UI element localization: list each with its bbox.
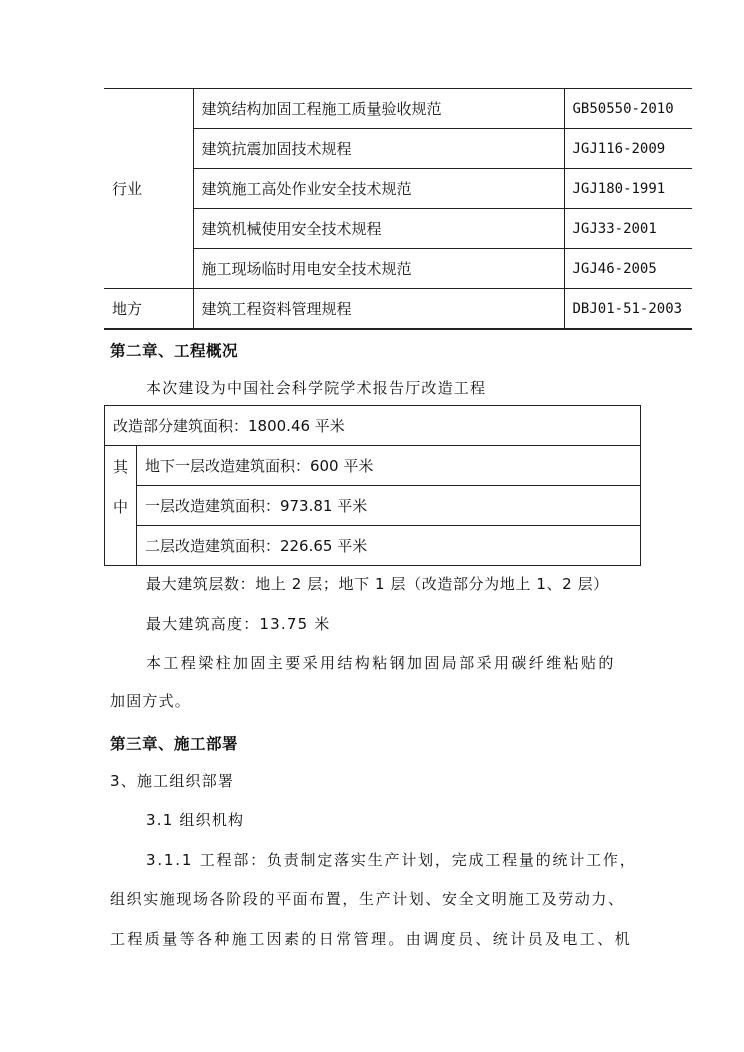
standard-name: 建筑施工高处作业安全技术规范 (193, 169, 564, 209)
chapter3-title: 第三章、施工部署 (110, 735, 239, 753)
paragraph-line-2: 组织实施现场各阶段的平面布置，生产计划、安全文明施工及劳动力、 (110, 890, 625, 908)
subsection-heading: 3.1 组织机构 (146, 811, 245, 829)
standard-name: 施工现场临时用电安全技术规范 (193, 249, 564, 289)
total-area: 改造部分建筑面积：1800.46 平米 (105, 406, 641, 446)
table-row (104, 289, 692, 330)
standard-name: 建筑机械使用安全技术规程 (193, 209, 564, 249)
table-row (104, 209, 692, 249)
table-row (105, 486, 641, 526)
chapter2-title: 第二章、工程概况 (110, 342, 239, 360)
table-row (104, 169, 692, 209)
standard-name: 建筑抗震加固技术规程 (193, 129, 564, 169)
table-row (104, 129, 692, 169)
zhong-char: 中 (112, 497, 128, 516)
category-cell: 行业 (104, 89, 193, 289)
standard-code: DBJ01-51-2003 (564, 289, 692, 330)
table-row (105, 406, 641, 446)
max-floors: 最大建筑层数：地上 2 层；地下 1 层（改造部分为地上 1、2 层） (146, 575, 609, 593)
area-row: 二层改造建筑面积：226.65 平米 (136, 526, 640, 566)
table-row (104, 89, 692, 129)
standards-table (104, 88, 692, 330)
table-row (104, 249, 692, 289)
area-table (104, 405, 641, 566)
paragraph-line-1: 3.1.1 工程部：负责制定落实生产计划，完成工程量的统计工作， (146, 851, 637, 869)
standard-code: JGJ116-2009 (564, 129, 692, 169)
method-line-1: 本工程梁柱加固主要采用结构粘钢加固局部采用碳纤维粘贴的 (146, 654, 616, 672)
standard-code: GB50550-2010 (564, 89, 692, 129)
standard-code: JGJ46-2005 (564, 249, 692, 289)
qizhong-cell (105, 446, 137, 566)
standard-name: 建筑结构加固工程施工质量验收规范 (193, 89, 564, 129)
standard-code: JGJ33-2001 (564, 209, 692, 249)
table-row (105, 446, 641, 486)
chapter2-intro: 本次建设为中国社会科学院学术报告厅改造工程 (146, 379, 487, 397)
area-row: 一层改造建筑面积：973.81 平米 (136, 486, 640, 526)
standard-name: 建筑工程资料管理规程 (193, 289, 564, 330)
qi-char: 其 (112, 457, 128, 476)
max-height: 最大建筑高度：13.75 米 (146, 615, 331, 633)
category-cell: 地方 (104, 289, 193, 330)
standard-code: JGJ180-1991 (564, 169, 692, 209)
section-heading: 3、施工组织部署 (110, 772, 235, 790)
method-line-2: 加固方式。 (110, 692, 192, 710)
paragraph-line-3: 工程质量等各种施工因素的日常管理。由调度员、统计员及电工、机 (110, 930, 633, 948)
area-row: 地下一层改造建筑面积：600 平米 (136, 446, 640, 486)
table-row (105, 526, 641, 566)
